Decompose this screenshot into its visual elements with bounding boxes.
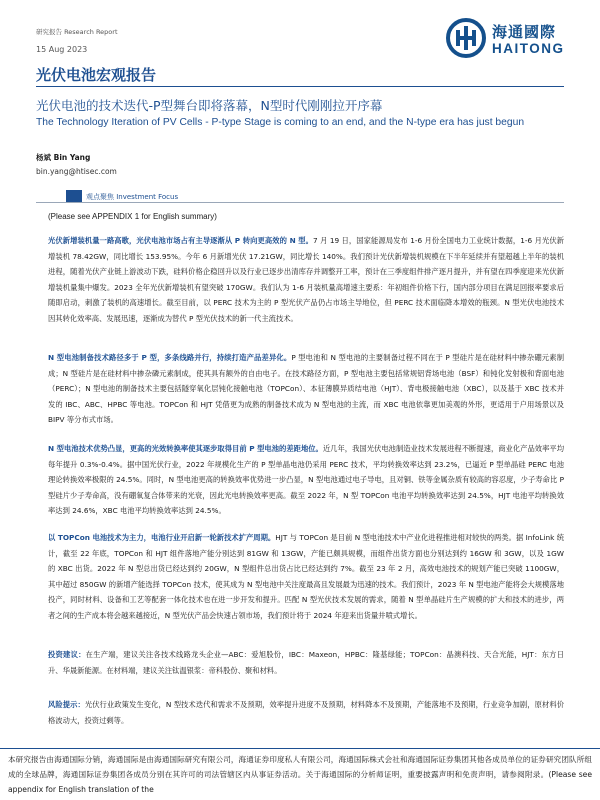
subtitle-chinese: 光伏电池的技术迭代-P型舞台即将落幕，N型时代刚刚拉开序幕 [36, 98, 383, 113]
logo-text-en: HAITONG [492, 41, 565, 56]
appendix-note: (Please see APPENDIX 1 for English summary) [48, 212, 217, 221]
paragraph-lead: N 型电池制备技术路径多于 P 型，多条线路并行，持续打造产品差异化。 [48, 353, 292, 362]
report-type-label: 研究报告 Research Report [36, 28, 118, 36]
paragraph-body: 在生产端，建议关注各技术线路龙头企业—ABC：爱旭股份，IBC：Maxeon，HPBC：隆基绿能；TOPCon：晶澳科技、天合光能，HJT：东方日升、华晟新能源。在材料端，建议关注钛温银浆：帝科股份、聚和材料。 [48, 650, 565, 675]
haitong-logo [446, 16, 576, 62]
paragraph-body: HJT 与 TOPCon 是目前 N 型电池技术中产业化进程推进相对较快的两类。据 InfoLink 统计，截至 22 年底，TOPCon 和 HJT 组件落地产能分别达到 81GW 和 13GW，产能已颇具规模，而组件出货方面也分别达到约 16GW 和 3GW，以及 1GW 的 XBC 出货。2022 年 N 型总出货已经达到约 20GW，N 型组件总出货占比已经达到约 7%。截至 23 年 2 月，高效电池技术的规划产能已突破 1100GW，其中超过 850GW 的新增产能选择 TOPCon 技术，使其成为 N 型电池中关注度最高且发展最为迅速的技术。我们预计，2023 年 N 型电池产能将会大规模落地投产，同时材料、设备和工艺等配套一体化技术也在进一步开发和提升。匹配 N 型光伏技术发展的需求，随着 N 型单晶硅片生产规模的扩大和技术的进步，两者之间的生产成本将会越来越接近，N 型光伏产品会快速占领市场，我们预计将于 2024 年迎来出货量井喷式增长。 [48, 533, 565, 620]
paragraph-n-type-advantage [48, 441, 564, 519]
paragraph-body: 7 月 19 日，国家能源局发布 1-6 月份全国电力工业统计数据，1-6 月光伏新增装机 78.42GW，同比增长 153.95%。今年 6 月新增光伏 17.21GW，同比增长 140%。我们预计光伏新增装机规模在下半年延续并有望超越上半年的装机进程，随着光伏产业链上游波动下跌，硅料价格企稳回升以及行业已逐步出清库存并调整开工率，预计在三季度组件排产逐月提升，并有望在四季度迎来光伏新增装机量集中爆发。2023 全年光伏新增装机有望突破 170GW。我们认为 1-6 月装机量高增速主要系：年初组件价格下行，国内部分项目在满足回报率要求后随即启动，刺激了装机的高速增长。截至目前，以 PERC 技术为主的 P 型光伏产品仍占市场主导地位，但 PERC 技术面临降本增效的瓶颈。N 型光伏电池技术因其转化效率高、发展迅速，逐渐成为替代 P 型光伏技术的新一代主流技术。 [48, 236, 564, 323]
haitong-logo-icon [446, 18, 486, 58]
paragraph-body: P 型电池和 N 型电池的主要制备过程不同在于 P 型硅片是在硅材料中掺杂硼元素制成；N 型硅片是在硅材料中掺杂磷元素制成，使其具有额外的自由电子。在技术路径方面，P 型电池主要包括常规铝背场电池（BSF）和钝化发射极和背面电池（PERC）；N 型电池的制备技术主要包括隧穿氧化层钝化接触电池（TOPCon）、本征薄膜异质结电池（HJT）、背电极接触电池（XBC），以及基于 XBC 技术并发的 IBC、ABC、HPBC 等电池。TOPCon 和 HJT 凭借更为成熟的制备技术成为 N 型电池的主流，而 XBC 电池依靠更加美观的外形，更适用于户用场景以及 BIPV 等分布式市场。 [48, 353, 564, 425]
analyst-email[interactable]: bin.yang@htisec.com [36, 167, 117, 176]
report-date: 15 Aug 2023 [36, 45, 88, 54]
paragraph-lead: N 型电池技术优势凸显，更高的光效转换率使其逐步取得目前 P 型电池的差距地位。 [48, 444, 323, 453]
paragraph-lead: 以 TOPCon 电池技术为主力，电池行业开启新一轮新技术扩产周期。 [48, 533, 276, 542]
paragraph-body: 光伏行业政策发生变化，N 型技术迭代和需求不及预期，效率提升进度不及预期，材料降本不及预期，产能落地不及预期，行业竞争加剧，原材料价格波动大，投资过剩等。 [48, 700, 564, 725]
footer-divider [0, 748, 600, 749]
section-marker [66, 190, 82, 202]
paragraph-lead: 风险提示： [48, 700, 85, 709]
paragraph-technology-paths [48, 350, 564, 428]
title-divider [36, 86, 564, 87]
paragraph-body: 近几年，我国光伏电池制造业技术发展进程不断提速，商业化产品效率平均每年提升 0.3%-0.4%。据中国光伏行业，2022 年规模化生产的 P 型单晶电池仍采用 PERC 技术，平均转换效率达到 23.2%，已逼近 P 型单晶硅 PERC 电池理论转换效率极限的 24.5%。同时，N 型电池更高的转换效率优势进一步凸显，N 型电池通过电子导电，且对铜、铁等金属杂质有较高的容忍度，少子寿命比 P 型硅片少子寿命高，没有硼氧复合体带来的光衰，因此光电转换效率更高。截至 2022 年，N 型 TOPCon 电池平均转换效率达到 24.5%，HJT 电池平均转换效率达到 24.6%，XBC 电池平均转换效率达到 24.5%。 [48, 444, 565, 516]
paragraph-topcon-expansion [48, 530, 564, 624]
paragraph-installations [48, 233, 564, 327]
analyst-name: 杨斌 Bin Yang [36, 153, 91, 162]
paragraph-lead: 光伏新增装机量一路高歌，光伏电池市场占有主导逐渐从 P 转向更高效的 N 型。 [48, 236, 314, 245]
page-title: 光伏电池宏观报告 [36, 66, 157, 84]
section-divider [36, 202, 564, 203]
subtitle-english: The Technology Iteration of PV Cells - P-type Stage is coming to an end, and the N-type era has just begun [36, 117, 525, 128]
footer-disclaimer: 本研究报告由海通国际分销，海通国际是由海通国际研究有限公司，海通证券印度私人有限公司，海通国际株式会社和海通国际证券集团其他各成员单位的证券研究团队所组成的全球品牌，海通国际证券集团各成员分别在其许可的司法管辖区内从事证券活动。关于海通国际的分析师证明，重要披露声明和免责声明，请参阅附录。(Please see appendix for English translation of the [8, 755, 592, 794]
paragraph-lead: 投资建议： [48, 650, 86, 659]
paragraph-risk-warning [48, 697, 564, 728]
paragraph-investment-advice [48, 647, 564, 678]
logo-text-cn: 海通國際 [492, 23, 557, 41]
investment-focus-heading: 观点聚焦 Investment Focus [86, 193, 179, 201]
